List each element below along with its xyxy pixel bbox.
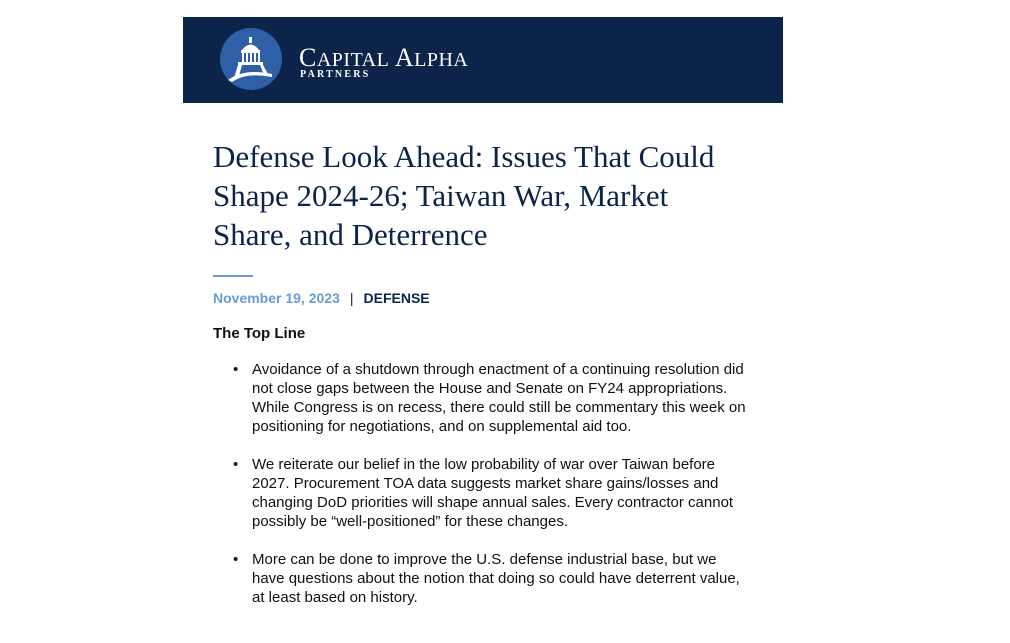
article-category: DEFENSE	[363, 290, 430, 306]
bullet-list	[213, 360, 753, 626]
article-title: Defense Look Ahead: Issues That Could Shape 2024-26; Taiwan War, Market Share, and Deterrence	[213, 139, 715, 252]
brand-rest-2: LPHA	[414, 49, 469, 71]
bullet-item: • Avoidance of a shutdown through enactment of a continuing resolution did not close gaps between the House and Senate on FY24 appropriations. While Congress is on recess, there could still be commentary this week on positioning for negotiations, and on supplemental aid too.	[213, 360, 753, 436]
brand-subtitle: PARTNERS	[300, 69, 371, 80]
article-date: November 19, 2023	[213, 290, 340, 306]
bullet-item: • We reiterate our belief in the low probability of war over Taiwan before 2027. Procurement TOA data suggests market share gains/losses and changing DoD priorities will shape annual sales. Every contractor cannot possibly be “well-positioned” for these changes.	[213, 455, 753, 531]
bullet-item: • More can be done to improve the U.S. defense industrial base, but we have questions about the notion that doing so could have deterrent value, at least based on history.	[213, 550, 753, 607]
header-banner	[183, 17, 783, 103]
article-meta	[213, 290, 430, 306]
brand-rest-1: APITAL	[316, 49, 390, 71]
brand-initial-2: A	[394, 43, 415, 72]
brand-initial-1: C	[299, 43, 317, 72]
section-title: The Top Line	[213, 325, 306, 342]
accent-rule	[213, 275, 253, 277]
meta-separator: |	[349, 290, 354, 306]
capitol-dome-icon	[220, 28, 282, 90]
